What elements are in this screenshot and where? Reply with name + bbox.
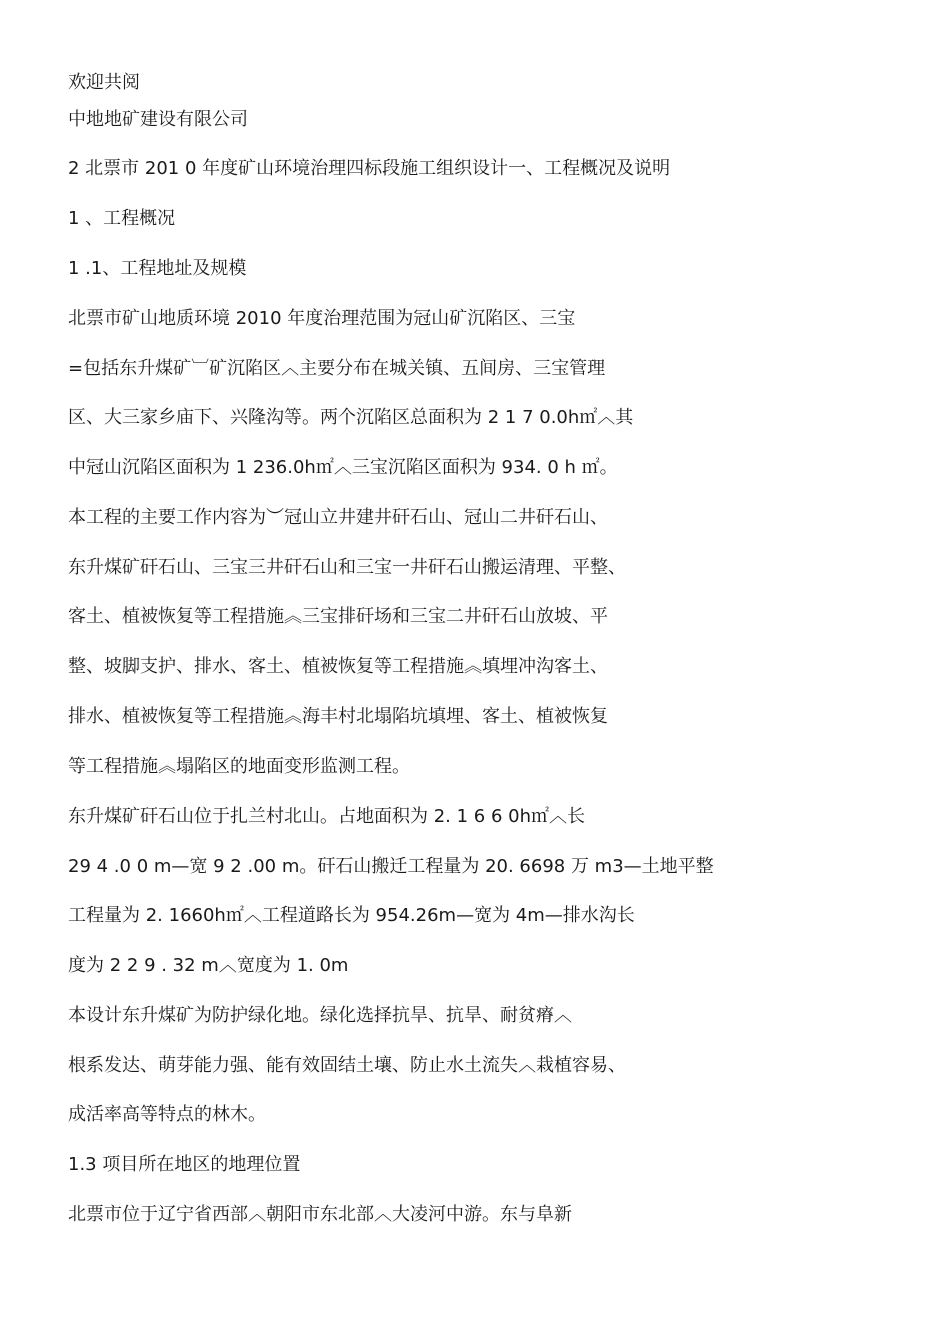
body-text-line: 等工程措施︽塌陷区的地面变形监测工程。 — [68, 756, 410, 777]
header-text: 欢迎共阅 — [68, 72, 140, 93]
body-text-line: 本工程的主要工作内容为︶冠山立井建井矸石山、冠山二井矸石山、 — [68, 507, 608, 528]
company-name: 中地地矿建设有限公司 — [68, 109, 248, 130]
body-text-line: 工程量为 2. 1660h㎡︿工程道路长为 954.26m—宽为 4m—排水沟长 — [68, 905, 635, 926]
body-text-line: 度为 2 2 9 . 32 m︿宽度为 1. 0m — [68, 955, 349, 976]
subsection-heading: 1 .1、工程地址及规模 — [68, 258, 247, 279]
body-text-line: 中冠山沉陷区面积为 1 236.0h㎡︿三宝沉陷区面积为 934. 0 h ㎡。 — [68, 457, 618, 478]
body-text-line: 根系发达、萌芽能力强、能有效固结土壤、防止水土流失︿栽植容易、 — [68, 1055, 626, 1076]
body-text-line: 整、坡脚支护、排水、客土、植被恢复等工程措施︽填埋冲沟客土、 — [68, 656, 608, 677]
subsection-heading: 1.3 项目所在地区的地理位置 — [68, 1154, 301, 1175]
body-text-line: 东升煤矿矸石山位于扎兰村北山。占地面积为 2. 1 6 6 0h㎡︿长 — [68, 806, 585, 827]
body-text-line: 北票市矿山地质环境 2010 年度治理范围为冠山矿沉陷区、三宝 — [68, 308, 576, 329]
body-text-line: 北票市位于辽宁省西部︿朝阳市东北部︿大凌河中游。东与阜新 — [68, 1204, 572, 1225]
document-title: 2 北票市 201 0 年度矿山环境治理四标段施工组织设计一、工程概况及说明 — [68, 158, 671, 179]
body-text-line: 东升煤矿矸石山、三宝三井矸石山和三宝一井矸石山搬运清理、平整、 — [68, 557, 626, 578]
body-text-line: 本设计东升煤矿为防护绿化地。绿化选择抗旱、抗旱、耐贫瘠︿ — [68, 1005, 572, 1026]
body-text-line: =包括东升煤矿︺矿沉陷区︿主要分布在城关镇、五间房、三宝管理 — [68, 358, 606, 379]
body-text-line: 29 4 .0 0 m—宽 9 2 .00 m。矸石山搬迁工程量为 20. 6698 万 m3—土地平整 — [68, 856, 714, 877]
body-text-line: 排水、植被恢复等工程措施︽海丰村北塌陷坑填埋、客土、植被恢复 — [68, 706, 608, 727]
section-heading: 1 、工程概况 — [68, 208, 176, 229]
body-text-line: 客土、植被恢复等工程措施︽三宝排矸场和三宝二井矸石山放坡、平 — [68, 606, 608, 627]
body-text-line: 成活率高等特点的林木。 — [68, 1104, 266, 1125]
body-text-line: 区、大三家乡庙下、兴隆沟等。两个沉陷区总面积为 2 1 7 0.0h㎡︿其 — [68, 407, 634, 428]
